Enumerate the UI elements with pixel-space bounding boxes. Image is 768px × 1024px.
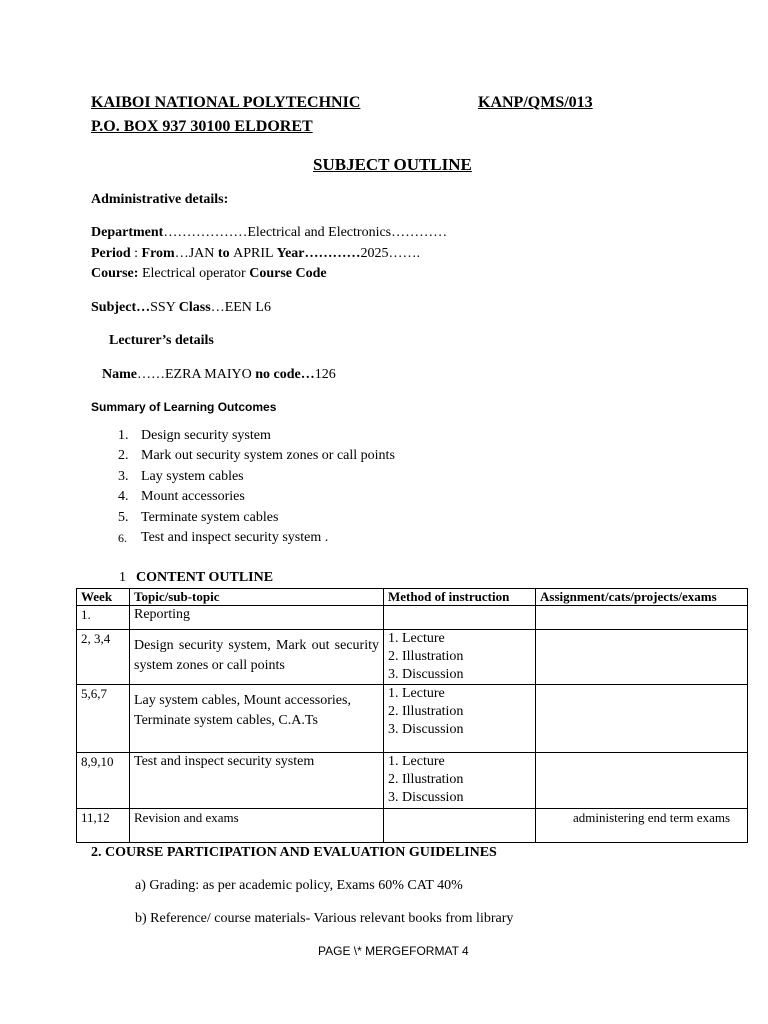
- assignment-cell: [536, 606, 748, 630]
- method-item: 3. Discussion: [388, 790, 464, 805]
- reference-line: b) Reference/ course materials- Various relevant books from library: [135, 911, 514, 926]
- topic-text: Lay system cables, Mount accessories, Terminate system cables, C.A.Ts: [134, 693, 351, 728]
- table-header-row: [77, 589, 748, 606]
- outcomes-heading: Summary of Learning Outcomes: [91, 400, 277, 414]
- week-cell: 1.: [77, 606, 130, 630]
- topic-cell: Revision and exams: [130, 809, 384, 843]
- outcome-item: 6. Test and inspect security system .: [118, 529, 329, 545]
- week-cell: 8,9,10: [77, 753, 130, 809]
- page-footer: PAGE \* MERGEFORMAT 4: [318, 944, 469, 958]
- course-line: Course: Electrical operator Course Code: [91, 266, 327, 281]
- institution-address: P.O. BOX 937 30100 ELDORET: [91, 118, 313, 135]
- period-line: Period : From…JAN to APRIL Year…………2025…….: [91, 246, 421, 261]
- method-cell: [384, 630, 536, 685]
- department-line: Department………………Electrical and Electronics…………: [91, 225, 448, 240]
- topic-text: Design security system, Mark out security system zones or call points: [134, 638, 379, 673]
- outcome-item: 2. Mark out security system zones or call points: [118, 448, 395, 464]
- page-title: SUBJECT OUTLINE: [313, 155, 472, 174]
- outcome-item: 1. Design security system: [118, 428, 271, 443]
- column-header-topic: Topic/sub-topic: [130, 589, 384, 606]
- assignment-cell: [536, 753, 748, 809]
- document-code: KANP/QMS/013: [478, 94, 593, 111]
- column-header-method: Method of instruction: [384, 589, 536, 606]
- lecturer-line: Name……EZRA MAIYO no code…126: [102, 367, 336, 382]
- content-outline-table: [76, 588, 748, 843]
- evaluation-heading: 2. COURSE PARTICIPATION AND EVALUATION GUIDELINES: [91, 845, 497, 860]
- method-cell: [384, 809, 536, 843]
- outcomes-list: [118, 426, 395, 548]
- assignment-cell: [536, 685, 748, 753]
- method-item: 2. Illustration: [388, 649, 464, 664]
- week-cell: 5,6,7: [77, 685, 130, 753]
- table-row: [77, 809, 748, 843]
- table-row: [77, 685, 748, 753]
- method-cell: [384, 606, 536, 630]
- method-item: 1. Lecture: [388, 686, 445, 701]
- method-item: 2. Illustration: [388, 704, 464, 719]
- method-cell: [384, 685, 536, 753]
- topic-cell: [130, 685, 384, 753]
- admin-heading: Administrative details:: [91, 192, 229, 207]
- topic-cell: [130, 630, 384, 685]
- topic-cell: Test and inspect security system: [130, 753, 384, 809]
- subject-line: Subject…SSY Class…EEN L6: [91, 300, 271, 315]
- grading-line: a) Grading: as per academic policy, Exams 60% CAT 40%: [135, 878, 463, 893]
- week-cell: 11,12: [77, 809, 130, 843]
- method-item: 1. Lecture: [388, 631, 445, 646]
- outcome-item: 3. Lay system cables: [118, 468, 244, 484]
- assignment-cell: administering end term exams: [536, 809, 748, 843]
- method-item: 2. Illustration: [388, 772, 464, 787]
- assignment-cell: [536, 630, 748, 685]
- outcome-item: 4. Mount accessories: [118, 489, 245, 505]
- institution-name: KAIBOI NATIONAL POLYTECHNIC: [91, 94, 361, 111]
- method-item: 1. Lecture: [388, 754, 445, 769]
- table-row: [77, 630, 748, 685]
- content-outline-heading: 1 CONTENT OUTLINE: [119, 570, 274, 585]
- table-row: [77, 753, 748, 809]
- method-item: 3. Discussion: [388, 667, 464, 682]
- lecturer-heading: Lecturer’s details: [109, 333, 214, 348]
- outcome-item: 5. Terminate system cables: [118, 509, 279, 525]
- column-header-week: Week: [77, 589, 130, 606]
- topic-cell: Reporting: [130, 606, 384, 630]
- week-cell: 2, 3,4: [77, 630, 130, 685]
- method-cell: [384, 753, 536, 809]
- column-header-assignment: Assignment/cats/projects/exams: [536, 589, 748, 606]
- table-row: [77, 606, 748, 630]
- method-item: 3. Discussion: [388, 722, 464, 737]
